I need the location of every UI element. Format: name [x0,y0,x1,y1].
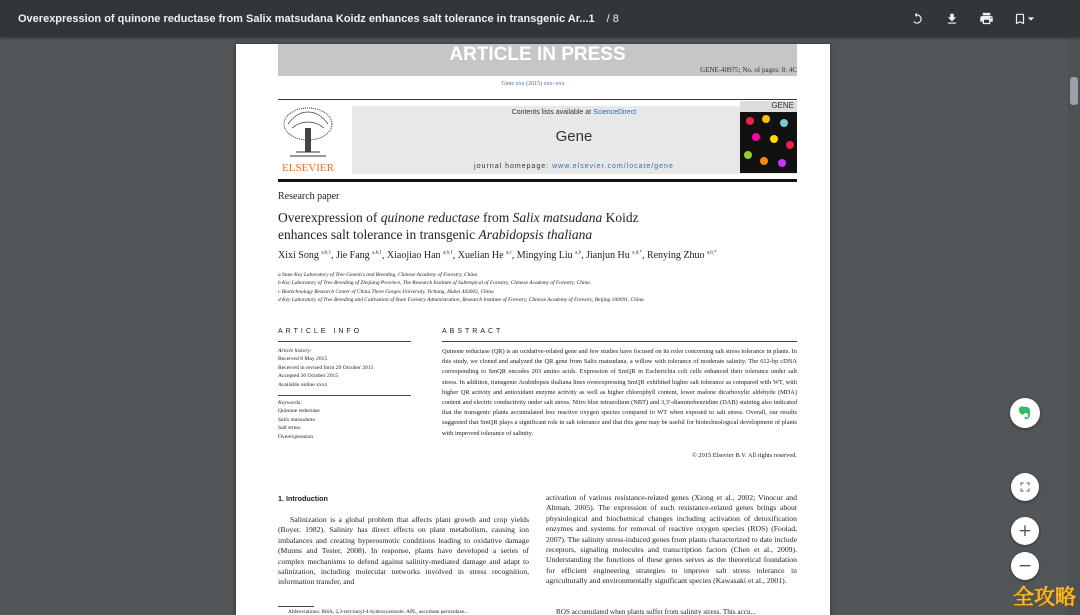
fit-page-icon [1019,481,1031,493]
title-part: enhances salt tolerance in transgenic [278,227,479,242]
affiliation: d Key Laboratory of Tree Breeding and Cultivation of State Forestry Administration, Research Institute of Forestry, Chinese Academy of Forestry, Beijing 100091, China [278,297,644,304]
toolbar-actions [899,0,1044,37]
footnote: Abbreviations: BHA, 2,3-tert-butyl-4-hydroxyanisole; APL, ascorbate peroxidase... [288,609,469,615]
cover-flower [762,115,770,123]
page-indicator: / 8 [606,12,619,25]
copyright: © 2015 Elsevier B.V. All rights reserved. [691,452,797,459]
gene-pages-note: GENE-40975; No. of pages: 8; 4C [700,66,797,74]
author-sup: a,b,1 [443,250,453,256]
title-part: Overexpression of [278,210,381,225]
author-sup: a,b,1 [321,250,332,256]
elsevier-wordmark: ELSEVIER [282,162,334,174]
history-line: Received 8 May 2015 [278,356,328,363]
title-part: from [479,210,513,225]
author: Jianjun Hu [586,250,630,261]
intro-right-column: activation of various resistance-related genes (Xiong et al., 2002; Vinocur and Altman, 2005). The expression of such resistance-related genes brings about physiological and biochemical changes including activation of detoxification enzymes and systems for removal of reactive oxygen species (ROS) (Foolad, 2007). The salinity stress-induced genes from plants characterized to date include receptors, signaling molecules and transcription factors (Chen et al., 2009). Understanding the functions of these genes serves as the theoretical foundation for efficient engineering strategies to improve salt stress tolerance in agriculturally and environmentally significant species (Kawasaki et al., 2001). [546,493,797,586]
journal-citation[interactable]: Gene xxx (2015) xxx–xxx [501,81,565,87]
print-icon [979,11,994,26]
history-line: Received in revised form 29 October 2015 [278,364,374,371]
bookmark-button[interactable] [1004,0,1044,37]
author: Mingying Liu [516,250,573,261]
download-icon [945,12,959,26]
affiliation: c Biotechnology Research Center of China Three Gorges University, Yichang, Hubei 443002, China [278,288,494,295]
journal-name: Gene [555,128,593,145]
journal-homepage [352,163,796,170]
history-line: Accepted 30 October 2015 [278,373,339,380]
contents-line [352,109,796,116]
keyword: Salt stress [278,425,301,432]
authors: Xixi Song $^{a,b,1}$, Jie Fang $^{a,b,1}$, Xiaojiao Han $^{a,b,1}$, Xuelian He $^{a,c}$, Mingying Liu $^{a,b}$, Jianjun Hu $^{a,d,*}$, Renying Zhuo $^{a,b,*}$ [278,250,717,261]
author-sup: a,d,* [632,250,642,256]
keyword: Salix matsudana [278,416,316,423]
article-history [278,347,413,389]
watermark: 全攻略 [1013,585,1076,609]
article-in-press-banner: ARTICLE IN PRESS [278,44,797,76]
title-italic: quinone reductase [380,210,480,225]
author-sup: a,b,* [706,250,717,256]
paper-title [278,209,698,243]
scrollbar-thumb[interactable] [1070,77,1078,105]
header-divider [278,179,797,182]
zoom-in-button[interactable] [1011,517,1039,545]
affiliation: a State Key Laboratory of Tree Genetics and Breeding, Chinese Academy of Forestry, China [278,272,478,278]
section-heading: 1. Introduction [278,494,328,503]
author-sup: a,b,1 [372,250,382,256]
author-sup: a,c [506,250,512,256]
evernote-icon [1016,404,1034,422]
download-button[interactable] [934,0,969,37]
divider [278,395,411,396]
rotate-button[interactable] [899,0,934,37]
cover-flower [778,159,786,167]
keyword: Overexpression [278,433,314,440]
bookmark-icon [1013,12,1027,26]
cover-flower [746,117,754,125]
pdf-toolbar [0,0,1080,37]
cover-flower [760,157,768,165]
cover-flower [744,151,752,159]
cover-flower [752,133,760,141]
affiliations [278,271,798,305]
homepage-prefix: journal homepage: [474,163,553,170]
divider [442,341,797,342]
author: Xuelian He [457,250,504,261]
divider [278,341,411,342]
history-line: Available online xxxx [278,381,328,388]
intro-left-column: Salinization is a global problem that affects plant growth and crop yields (Boyer, 1982). Salinity has direct effects on plant metabolism, causing ion imbalances and creating hyperosmotic conditions leading to oxidative damage (Munns and Tester, 2008). In response, plants have developed a series of complex mechanisms to defend against salinity-mediated damage and adapt to salinization, including molecular networks involved in stress recognition, information transfer, and [278,515,529,587]
chevron-down-icon [1027,15,1035,23]
minus-icon: − [1017,555,1033,576]
homepage-link[interactable]: www.elsevier.com/locate/gene [552,163,674,170]
paper-type: Research paper [278,191,340,202]
document-title: Overexpression of quinone reductase from Salix matsudana Koidz enhances salt tolerance in transgenic Ar...1 [18,12,595,25]
title-part: Koidz [602,210,639,225]
cover-flower [786,141,794,149]
keywords [278,399,413,441]
abstract-text: Quinone reductase (QR) is an oxidative-related gene and few studies have focused on its roles concerning salt stress tolerance in plants. In this study, we cloned and analyzed the QR gene from Salix matsudana, a willow with tolerance of moderate salinity. The 612-bp cDNA corresponding to SmQR encodes 203 amino acids. Expression of SmQR in Escherichia coli cells enhanced their tolerance under salt stress. In addition, transgenic Arabidopsis thaliana lines overexpressing SmQR exhibited higher salt tolerance as compared with WT, with higher QR activity and antioxidant enzyme activity as well as higher chlorophyll content, lower malone dicarboxylic aldehyde (MDA) content and electric conductivity under salt stress. Nitro blue tetrazolium (NBT) and 3,3′-diaminobenzidine (DAB) staining also indicated that the transgenic plants accumulated less reactive oxygen species compared to WT when exposed to salt stress. Overall, our results suggested that SmQR plays a significant role in salt tolerance and that this gene may be useful for biotechnological development of plants with improved tolerance of salinity. [442,348,797,437]
evernote-button[interactable] [1010,398,1040,428]
zoom-out-button[interactable] [1011,552,1039,580]
footnote-divider [278,606,314,607]
author: Jie Fang [336,250,370,261]
author: Xiaojiao Han [386,250,441,261]
print-button[interactable] [969,0,1004,37]
author: Xixi Song [278,250,319,261]
title-italic: Arabidopsis thaliana [478,227,593,242]
contents-prefix: Contents lists available at [511,109,594,116]
abstract-heading: ABSTRACT [442,328,504,335]
right-column-tail: ROS accumulated when plants suffer from salinity stress. This accu... [556,608,756,615]
plus-icon: + [1017,520,1033,541]
cover-flower [780,119,788,127]
article-info-heading: ARTICLE INFO [278,328,363,335]
cover-flower [770,135,778,143]
keyword: Quinone reductase [278,408,320,415]
affiliation: b Key Laboratory of Tree Breeding of Zhejiang Province, The Research Institute of Subtropical of Forestry, Chinese Academy of Forestry, China [278,280,590,287]
sciencedirect-link[interactable]: ScienceDirect [593,109,637,116]
cover-label: GENE [740,101,797,112]
title-italic: Salix matsudana [512,210,603,225]
elsevier-tree-icon [282,106,334,158]
rotate-icon [910,12,924,26]
keywords-label: Keywords: [278,400,303,406]
scrollbar[interactable] [1068,37,1080,615]
author-sup: a,b [575,250,582,256]
journal-cover [740,101,797,173]
divider [278,99,797,100]
fit-page-button[interactable] [1011,473,1039,501]
history-label: Article history: [278,348,313,354]
journal-header [352,106,796,174]
author: Renying Zhuo [646,250,705,261]
pdf-page [236,44,830,615]
elsevier-logo [278,102,338,174]
